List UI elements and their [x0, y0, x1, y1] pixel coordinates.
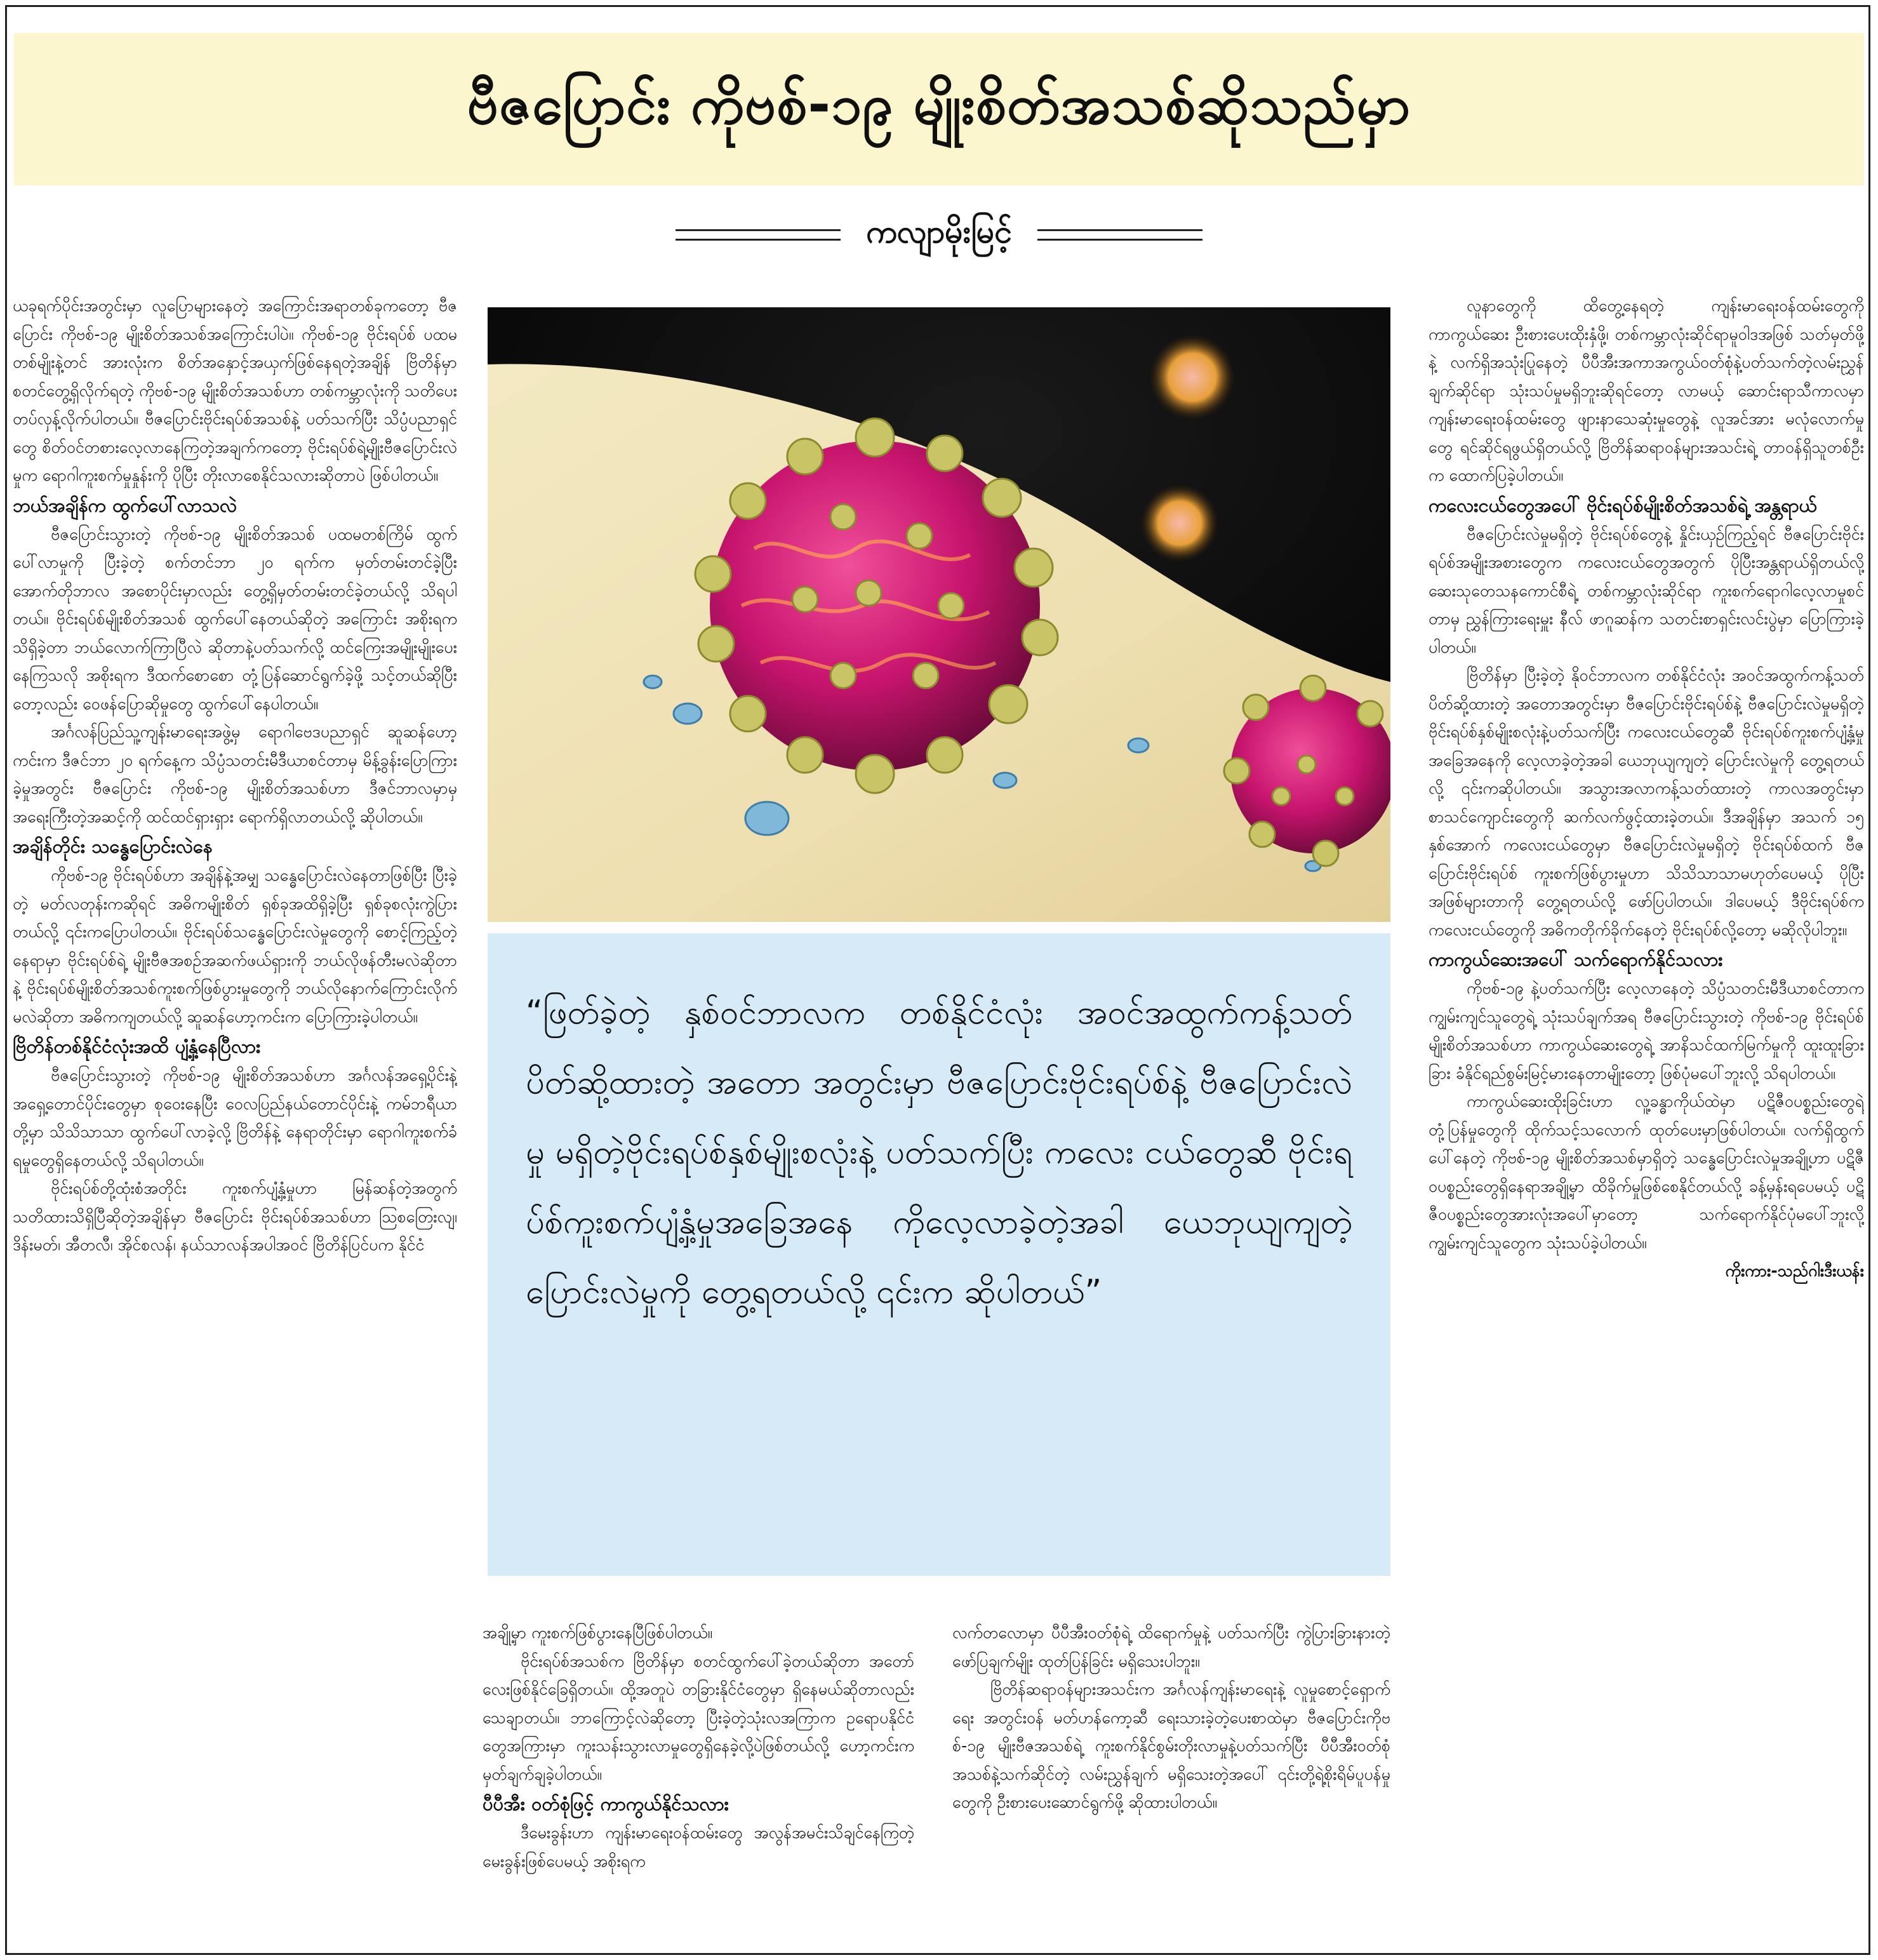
- paragraph: ဒီမေးခွန်းဟာ ကျန်းမာရေးဝန်ထမ်းတွေ အလွန်အမင်းသိချင်နေကြတဲ့ မေးခွန်းဖြစ်ပေမယ့် အစိုးရက: [483, 1823, 914, 1870]
- paragraph: ယခုရက်ပိုင်းအတွင်းမှာ လူပြောများနေတဲ့ အကြောင်းအရာတစ်ခုကတော့ ဗီဇပြောင်း ကိုဗစ်-၁၉ မျိုးစိတ်အသစ်အကြောင်းပါပဲ။ ကိုဗစ်-၁၉ ဗိုင်းရပ်စ် ပထမတစ်မျိုးနဲ့တင် အားလုံးက စိတ်အနှောင့်အယှက်ဖြစ်နေရတဲ့အချိန် ဗြိတိန်မှာ စတင်တွေ့ရှိလိုက်ရတဲ့ ကိုဗစ်-၁၉ မျိုးစိတ်အသစ်ဟာ တစ်ကမ္ဘာလုံးကို သတိပေးတပ်လှန့်လိုက်ပါတယ်။ ဗီဇပြောင်းဗိုင်းရပ်စ်အသစ်နဲ့ ပတ်သက်ပြီး သိပ္ပံပညာရှင်တွေ စိတ်ဝင်တစားလေ့လာနေကြတဲ့အချက်ကတော့ ဗိုင်းရပ်စ်ရဲ့မျိုးဗီဇပြောင်းလဲမှုက ရောဂါကူးစက်မှုနှုန်းကို ပိုပြီး တိုးလာစေနိုင်သလားဆိုတာပဲ ဖြစ်ပါတယ်။: [13, 297, 457, 484]
- subheading: ဘယ်အချိန်က ထွက်ပေါ်လာသလဲ: [13, 494, 237, 516]
- column-1: [13, 292, 457, 1943]
- column-2: [483, 1619, 914, 1943]
- paragraph: ဗိုင်းရပ်စ်တို့ထုံးစံအတိုင်း ကူးစက်ပျံ့နှံ့မှုဟာ မြန်ဆန်တဲ့အတွက် သတိထားသိရှိပြီဆိုတဲ့အချိန်မှာ ဗီဇပြောင်း ဗိုင်းရပ်စ်အသစ်ဟာ ဩစတြေးလျ၊ ဒိန်းမတ်၊ အီတလီ၊ အိုင်စလန်၊ နယ်သာလန်အပါအဝင် ဗြိတိန်ပြင်ပက နိုင်ငံ: [13, 1179, 457, 1254]
- paragraph: အင်္ဂလန်ပြည်သူ့ကျန်းမာရေးအဖွဲ့မှ ရောဂါဗေဒပညာရှင် ဆူဆန်ဟော့ကင်းက ဒီဇင်ဘာ ၂၀ ရက်နေ့က သိပ္ပံသတင်းမီဒီယာစင်တာမှ မိန့်ခွန်းပြောကြားခဲ့မှုအတွင်း ဗီဇပြောင်း ကိုဗစ်-၁၉ မျိုးစိတ်အသစ်ဟာ ဒီဇင်ဘာလမှာမှ အရေးကြီးတဲ့အဆင့်ကို ထင်ထင်ရှားရှား ရောက်ရှိလာတယ်လို့ ဆိုပါတယ်။: [13, 723, 457, 826]
- paragraph: ဗြိတိန်မှာ ပြီးခဲ့တဲ့ နိုဝင်ဘာလက တစ်နိုင်ငံလုံး အဝင်အထွက်ကန့်သတ်ပိတ်ဆို့ထားတဲ့ အတောအတွင်းမှာ ဗီဇပြောင်းဗိုင်းရပ်စ်နဲ့ ဗီဇပြောင်းလဲမှုမရှိတဲ့ ဗိုင်းရပ်စ်နှစ်မျိုးစလုံးနဲ့ပတ်သက်ပြီး ကလေးငယ်တွေဆီ ဗိုင်းရပ်စ်ကူးစက်ပျံ့နှံ့မှုအခြေအနေကို လေ့လာခဲ့တဲ့အခါ ယေဘုယျကျတဲ့ ပြောင်းလဲမှုကို တွေ့ရတယ်လို့ ၎င်းကဆိုပါတယ်။ အသွားအလာကန့်သတ်ထားတဲ့ ကာလအတွင်းမှာ စာသင်ကျောင်းတွေကို ဆက်လက်ဖွင့်ထားခဲ့တယ်။ ဒီအချိန်မှာ အသက် ၁၅ နှစ်အောက် ကလေးငယ်တွေမှာ ဗီဇပြောင်းလဲမှုမရှိတဲ့ ဗိုင်းရပ်စ်ထက် ဗီဇပြောင်းဗိုင်းရပ်စ် ကူးစက်ဖြစ်ပွားမှုဟာ သိသိသာသာမဟုတ်ပေမယ့် ပိုပြီးအဖြစ်များတာကို တွေ့ရတယ်လို့ ဖော်ပြပါတယ်။ ဒါပေမယ့် ဒီဗိုင်းရပ်စ်က ကလေးငယ်တွေကို အဓိကတိုက်ခိုက်နေတဲ့ ဗိုင်းရပ်စ်လို့တော့ မဆိုလိုပါဘူး။: [1428, 666, 1864, 939]
- paragraph: ဗိုင်းရပ်စ်အသစ်က ဗြိတိန်မှာ စတင်ထွက်ပေါ်ခဲ့တယ်ဆိုတာ အတော်လေးဖြစ်နိုင်ခြေရှိတယ်။ ထို့အတူပဲ တခြားနိုင်ငံတွေမှာ ရှိနေမယ်ဆိုတာလည်း သေချာတယ်။ ဘာကြောင့်လဲဆိုတော့ ပြီးခဲ့တဲ့သုံးလအကြာက ဥရောပနိုင်ငံတွေအကြားမှာ ကူးသန်းသွားလာမှုတွေရှိနေခဲ့လို့ပဲဖြစ်တယ်လို့ ဟော့ကင်းက မှတ်ချက်ချခဲ့ပါတယ်။: [483, 1651, 914, 1783]
- subheading: ကာကွယ်ဆေးအပေါ် သက်ရောက်နိုင်သလား: [1428, 949, 1723, 970]
- paragraph: လက်တလောမှာ ပီပီအီးဝတ်စုံရဲ့ ထိရောက်မှုနဲ့ ပတ်သက်ပြီး ကွဲပြားခြားနားတဲ့ ဖော်ပြချက်မျိုး ထုတ်ပြန်ခြင်း မရှိသေးပါဘူး။: [952, 1623, 1390, 1670]
- title-band: [14, 33, 1864, 185]
- paragraph: ဗီဇပြောင်းသွားတဲ့ ကိုဗစ်-၁၉ မျိုးစိတ်အသစ်ဟာ အင်္ဂလန်အရှေ့ပိုင်းနဲ့ အရှေ့တောင်ပိုင်းတွေမှာ စုဝေးနေပြီး ဝေလပြည်နယ်တောင်ပိုင်းနဲ့ ကမ်ဘရီယာတို့မှာ သိသိသာသာ ထွက်ပေါ်လာခဲ့လို့ ဗြိတိန်နဲ့ နေရာတိုင်းမှာ ရောဂါကူးစက်ခံရမှုတွေရှိနေတယ်လို့ သိရပါတယ်။: [13, 1066, 457, 1170]
- paragraph: လူနာတွေကို ထိတွေ့နေရတဲ့ ကျန်းမာရေးဝန်ထမ်းတွေကို ကာကွယ်ဆေး ဦးစားပေးထိုးနှံဖို့၊ တစ်ကမ္ဘာလုံးဆိုင်ရာမူဝါဒအဖြစ် သတ်မှတ်ဖို့နဲ့ လက်ရှိအသုံးပြုနေတဲ့ ပီပီအီးအကာအကွယ်ဝတ်စုံနဲ့ပတ်သက်တဲ့လမ်းညွှန်ချက်ဆိုင်ရာ သုံးသပ်မှုမရှိဘူးဆိုရင်တော့ လာမယ့် ဆောင်းရာသီကာလမှာ ကျန်းမာရေးဝန်ထမ်းတွေ ဖျားနာသေဆုံးမှုတွေနဲ့ လူအင်အား မလုံလောက်မှုတွေ ရင်ဆိုင်ရဖွယ်ရှိတယ်လို့ ဗြိတိန်ဆရာဝန်များအသင်းရဲ့ တာဝန်ရှိသူတစ်ဦးက ထောက်ပြခဲ့ပါတယ်။: [1428, 297, 1864, 484]
- column-4: [1428, 292, 1864, 1943]
- subheading: အချိန်တိုင်း သန္ဓေပြောင်းလဲနေ: [13, 836, 213, 857]
- paragraph: ကိုဗစ်-၁၉ ဗိုင်းရပ်စ်ဟာ အချိန်နဲ့အမျှ သန္ဓေပြောင်းလဲနေတာဖြစ်ပြီး ပြီးခဲ့တဲ့ မတ်လတုန်းကဆိုရင် အဓိကမျိုးစိတ် ရှစ်ခုအထိရှိခဲ့ပြီး ရှစ်ခုစလုံးကွဲပြားတယ်လို့ ၎င်းကပြောပါတယ်။ ဗိုင်းရပ်စ်သန္ဓေပြောင်းလဲမှုတွေကို စောင့်ကြည့်တဲ့နေရာမှာ ဗိုင်းရပ်စ်ရဲ့ မျိုးဗီဇအစဉ်အဆက်ဖယ်ရှားကို ဘယ်လိုဖန်တီးမလဲဆိုတာနဲ့ ဗိုင်းရပ်စ်မျိုးစိတ်အသစ်ကူးစက်ဖြစ်ပွားမှုတွေကို ဘယ်လိုနောက်ကြောင်းလိုက်မလဲဆိုတာ အဓိကကျတယ်လို့ ဆူဆန်ဟော့ကင်းက ပြောကြားခဲ့ပါတယ်။: [13, 866, 457, 1026]
- paragraph: ဗီဇပြောင်းလဲမှုမရှိတဲ့ ဗိုင်းရပ်စ်တွေနဲ့ နှိုင်းယှဉ်ကြည့်ရင် ဗီဇပြောင်းဗိုင်းရပ်စ်အမျိုးအစားတွေက ကလေးငယ်တွေအတွက် ပိုပြီးအန္တရာယ်ရှိတယ်လို့ ဆေးသုတေသနကောင်စီရဲ့ တစ်ကမ္ဘာလုံးဆိုင်ရာ ကူးစက်ရောဂါလေ့လာမှုစင်တာမှ ညွှန်ကြားရေးမှူး နီလ် ဖာဂူဆန်က သတင်းစာရှင်းလင်းပွဲမှာ ပြောကြားခဲ့ပါတယ်။: [1428, 524, 1864, 657]
- pull-quote: “ဖြတ်ခဲ့တဲ့ နှစ်ဝင်ဘာလက တစ်နိုင်ငံလုံး အဝင်အထွက်ကန့်သတ်ပိတ်ဆို့ထားတဲ့ အတော အတွင်းမှာ ဗီဇပြောင်းဗိုင်းရပ်စ်နဲ့ ဗီဇပြောင်းလဲမှု မရှိတဲ့ဗိုင်းရပ်စ်နှစ်မျိုးစလုံးနဲ့ ပတ်သက်ပြီး ကလေး ငယ်တွေဆီ ဗိုင်းရပ်စ်ကူးစက်ပျံ့နှံ့မှုအခြေအနေ ကိုလေ့လာခဲ့တဲ့အခါ ယေဘုယျကျတဲ့ ပြောင်းလဲမှုကို တွေ့ရတယ်လို့ ၎င်းက ဆိုပါတယ်”: [526, 994, 1352, 1311]
- pull-quote-box: [488, 933, 1390, 1576]
- paragraph: အချို့မှာ ကူးစက်ဖြစ်ပွားနေပြီဖြစ်ပါတယ်။: [483, 1623, 713, 1642]
- source-credit: ကိုးကား-သည်ဂါးဒီးယန်း: [1725, 1262, 1864, 1280]
- byline-rule-right: [1037, 229, 1202, 241]
- byline: ကလျာမိုးမြင့်: [865, 213, 1013, 250]
- coronavirus-illustration: [488, 307, 1390, 922]
- column-3: [952, 1619, 1390, 1943]
- subheading: ပီပီအီး ဝတ်စုံဖြင့် ကာကွယ်နိုင်သလား: [483, 1793, 729, 1815]
- subheading: ကလေးငယ်တွေအပေါ် ဗိုင်းရပ်စ်မျိုးစိတ်အသစ်ရဲ့ အန္တရာယ်: [1428, 494, 1817, 516]
- paragraph: ဗြိတိန်ဆရာဝန်များအသင်းက အင်္ဂလန်ကျန်းမာရေးနဲ့ လူမှုစောင့်ရှောက်ရေး အတွင်းဝန် မတ်ဟန်ကော့ဆီ ရေးသားခဲ့တဲ့ပေးစာထဲမှာ ဗီဇပြောင်းကိုဗစ်-၁၉ မျိုးဗီဇအသစ်ရဲ့ ကူးစက်နိုင်စွမ်းတိုးလာမှုနဲ့ပတ်သက်ပြီး ပီပီအီးဝတ်စုံအသစ်နဲ့သက်ဆိုင်တဲ့ လမ်းညွှန်ချက် မရှိသေးတဲ့အပေါ် ၎င်းတို့ရဲ့စိုးရိမ်ပူပန်မှုတွေကို ဦးစားပေးဆောင်ရွက်ဖို့ ဆိုထားပါတယ်။: [952, 1680, 1390, 1811]
- article-title: ဗီဇပြောင်း ကိုဗစ်-၁၉ မျိုးစိတ်အသစ်ဆိုသည်မှာ: [467, 72, 1411, 137]
- paragraph: ကိုဗစ်-၁၉ နဲ့ပတ်သက်ပြီး လေ့လာနေတဲ့ သိပ္ပံသတင်းမီဒီယာစင်တာက ကျွမ်းကျင်သူတွေရဲ့ သုံးသပ်ချက်အရ ဗီဇပြောင်းသွားတဲ့ ကိုဗစ်-၁၉ ဗိုင်းရပ်စ်မျိုးစိတ်အသစ်ဟာ ကာကွယ်ဆေးတွေရဲ့ အာနိသင်ထက်မြက်မှုကို ထူးထူးခြားခြား ခံနိုင်ရည်စွမ်းမြင့်မားနေတာမျိုးတော့ ဖြစ်ပုံမပေါ်ဘူးလို့ သိရပါတယ်။: [1428, 979, 1864, 1083]
- byline-rule-left: [676, 229, 841, 241]
- paragraph: ဗီဇပြောင်းသွားတဲ့ ကိုဗစ်-၁၉ မျိုးစိတ်အသစ် ပထမတစ်ကြိမ် ထွက်ပေါ်လာမှုကို ပြီးခဲ့တဲ့ စက်တင်ဘာ ၂၀ ရက်က မှတ်တမ်းတင်ခဲ့ပြီး အောက်တိုဘာလ အစောပိုင်းမှာလည်း တွေ့ရှိမှတ်တမ်းတင်ခဲ့တယ်လို့ သိရပါတယ်။ ဗိုင်းရပ်စ်မျိုးစိတ်အသစ် ထွက်ပေါ်နေတယ်ဆိုတဲ့ အကြောင်း အစိုးရကသိရှိခဲ့တာ ဘယ်လောက်ကြာပြီလဲ ဆိုတာနဲ့ပတ်သက်လို့ ထင်ကြေးအမျိုးမျိုးပေးနေကြသလို အစိုးရက ဒီထက်စောစော တုံ့ပြန်ဆောင်ရွက်ခဲ့ဖို့ သင့်တယ်ဆိုပြီးတော့လည်း ဝေဖန်ပြောဆိုမှုတွေ ထွက်ပေါ်နေပါတယ်။: [13, 524, 457, 713]
- subheading: ဗြိတိန်တစ်နိုင်ငံလုံးအထိ ပျံ့နှံ့နေပြီလား: [13, 1036, 261, 1057]
- paragraph: ကာကွယ်ဆေးထိုးခြင်းဟာ လူ့ခန္ဓာကိုယ်ထဲမှာ ပဋိဇီဝပစ္စည်းတွေရဲ့ တုံ့ပြန်မှုတွေကို ထိုက်သင့်သလောက် ထုတ်ပေးမှာဖြစ်ပါတယ်။ လက်ရှိထွက်ပေါ်နေတဲ့ ကိုဗစ်-၁၉ မျိုးစိတ်အသစ်မှာရှိတဲ့ သန္ဓေပြောင်းလဲမှုအချို့ဟာ ပဋိဇီဝပစ္စည်းတွေရှိနေရာအချို့မှာ ထိခိုက်မှုဖြစ်စေနိုင်တယ်လို့ ခန့်မှန်းရပေမယ့် ပဋိဇီဝပစ္စည်းတွေအားလုံးအပေါ်မှာတော့ သက်ရောက်နိုင်ပုံမပေါ်ဘူးလို့ ကျွမ်းကျင်သူတွေက သုံးသပ်ခဲ့ပါတယ်။: [1428, 1092, 1864, 1252]
- byline-row: [0, 210, 1878, 260]
